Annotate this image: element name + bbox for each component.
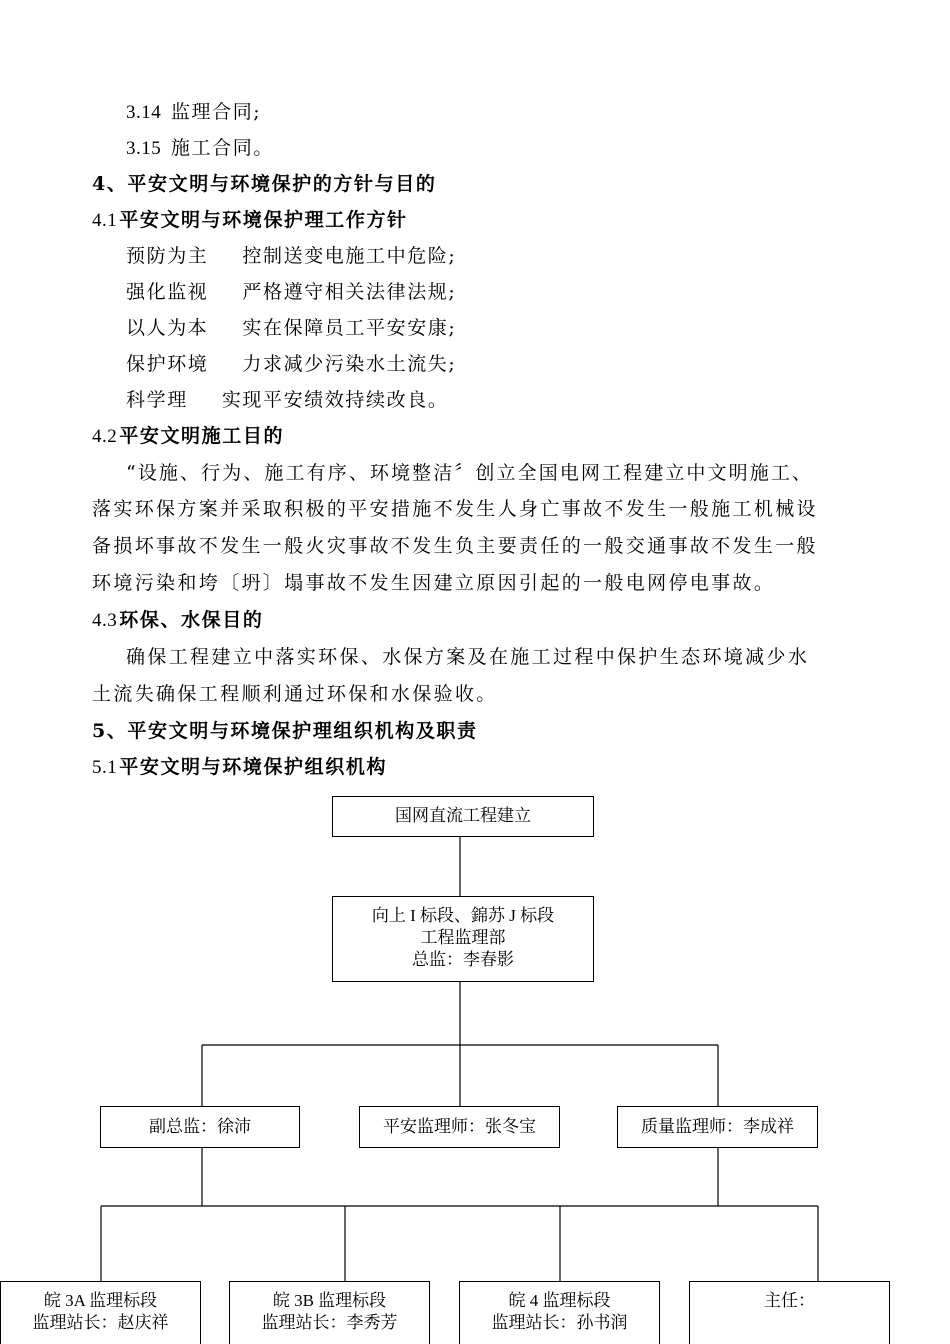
org-node-director: 主任： [689, 1281, 890, 1344]
org-node-quality: 质量监理师：李成祥 [617, 1106, 818, 1148]
subsection-heading-4-3: 4.3 环保、水保目的 [92, 609, 264, 631]
policy-item: 保护环境 力求减少污染水土流失; [126, 353, 457, 375]
org-node-safety: 平安监理师：张冬宝 [359, 1106, 560, 1148]
org-node-dept: 向上 I 标段、錦苏 J 标段 工程监理部 总监：李春影 [332, 896, 594, 982]
org-node-top: 国网直流工程建立 [332, 796, 594, 837]
policy-item: 以人为本 实在保障员工平安安康; [126, 317, 457, 339]
org-node-section-3b: 皖 3B 监理标段 监理站长：李秀芳 [229, 1281, 430, 1344]
list-item: 3.14 监理合同; [126, 101, 262, 123]
list-item: 3.15 施工合同。 [126, 137, 274, 159]
section-heading-5: 5、平安文明与环境保护理组织机构及职责 [92, 720, 478, 742]
section-heading-4: 4、平安文明与环境保护的方针与目的 [92, 173, 437, 195]
policy-item: 预防为主 控制送变电施工中危险; [126, 245, 457, 267]
paragraph-line: 环境污染和垮〔坍〕塌事故不发生因建立原因引起的一般电网停电事故。 [92, 572, 776, 594]
policy-item: 科学理 实现平安绩效持续改良。 [126, 389, 449, 411]
org-node-section-3a: 皖 3A 监理标段 监理站长：赵庆祥 [0, 1281, 201, 1344]
org-node-section-4: 皖 4 监理标段 监理站长：孙书润 [459, 1281, 660, 1344]
subsection-heading-5-1: 5.1 平安文明与环境保护组织机构 [92, 756, 388, 778]
policy-item: 强化监视 严格遵守相关法律法规; [126, 281, 457, 303]
subsection-heading-4-2: 4.2 平安文明施工目的 [92, 425, 285, 447]
org-node-deputy: 副总监：徐沛 [100, 1106, 300, 1148]
paragraph-line: 落实环保方案并采取积极的平安措施不发生人身亡事故不发生一般施工机械设 [92, 498, 818, 520]
paragraph-line: 土流失确保工程顺利通过环保和水保验收。 [92, 683, 498, 705]
paragraph-line: “设施、行为、施工有序、环境整洁〞创立全国电网工程建立中文明施工、 [126, 462, 814, 484]
subsection-heading-4-1: 4.1 平安文明与环境保护理工作方针 [92, 209, 408, 231]
paragraph-line: 确保工程建立中落实环保、水保方案及在施工过程中保护生态环境减少水 [126, 646, 810, 668]
paragraph-line: 备损坏事故不发生一般火灾事故不发生负主要责任的一般交通事故不发生一般 [92, 535, 818, 557]
